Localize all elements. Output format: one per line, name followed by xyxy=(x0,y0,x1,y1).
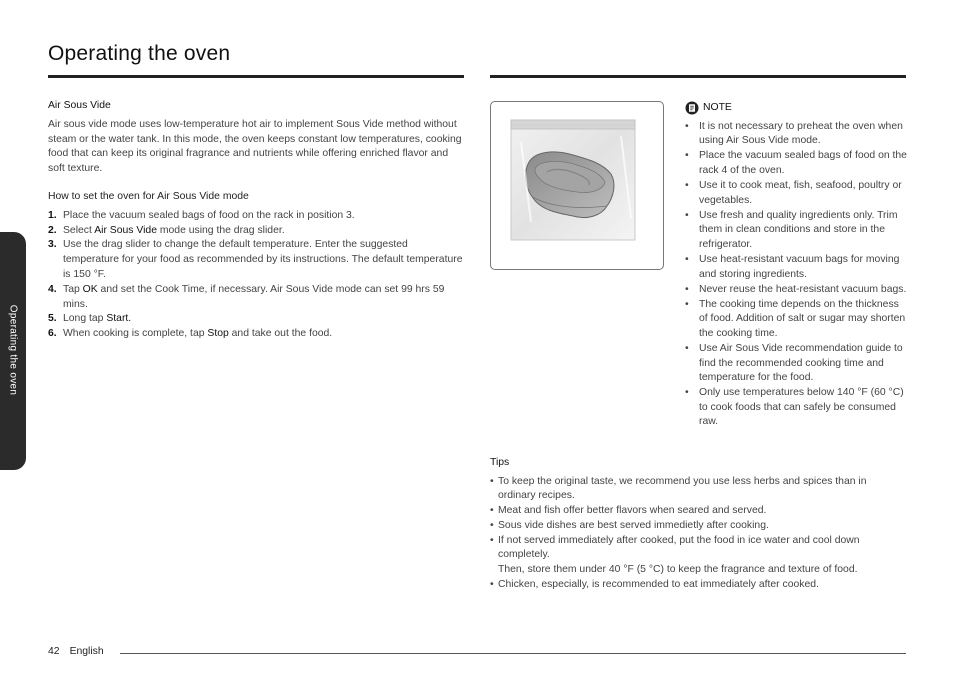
step-highlight: OK xyxy=(82,283,98,295)
howto-title: How to set the oven for Air Sous Vide mode xyxy=(48,190,249,202)
note-item: • It is not necessary to preheat the oven when using Air Sous Vide mode. xyxy=(685,120,907,149)
steps-list xyxy=(48,209,466,342)
side-chapter-tab-label: Operating the oven xyxy=(7,304,19,396)
step-number: 2. xyxy=(48,224,57,236)
page-number: 42 xyxy=(48,646,60,657)
note-item: • Never reuse the heat-resistant vacuum bags. xyxy=(685,283,907,298)
step-item xyxy=(48,209,466,224)
note-item: • Only use temperatures below 140 °F (60 °C) to cook foods that can safely be consumed raw. xyxy=(685,386,907,430)
note-list xyxy=(685,120,907,430)
tips-title: Tips xyxy=(490,457,510,468)
step-highlight: Stop xyxy=(207,328,229,340)
note-item: • The cooking time depends on the thickness of food. Addition of salt or sugar may shorten the cooking time. xyxy=(685,298,907,342)
tip-item: • Meat and fish offer better flavors when seared and served. xyxy=(490,504,906,519)
footer-language: English xyxy=(69,646,104,657)
title-rule-right xyxy=(490,75,906,78)
footer-rule xyxy=(120,653,906,654)
note-icon xyxy=(685,101,699,115)
note-item: • Place the vacuum sealed bags of food on the rack 4 of the oven. xyxy=(685,149,907,178)
page-footer xyxy=(48,646,104,657)
step-number: 5. xyxy=(48,313,57,325)
section-title: Air Sous Vide xyxy=(48,100,111,111)
step-text: Use the drag slider to change the default temperature. Enter the suggested temperature for your food as recommended by its instructions. The default temperature is 150 °F. xyxy=(63,239,463,280)
tips-section xyxy=(490,456,906,592)
note-item: • Use fresh and quality ingredients only. Trim them in clean conditions and store in the refrigerator. xyxy=(685,209,907,253)
note-item: • Use heat-resistant vacuum bags for moving and storing ingredients. xyxy=(685,253,907,282)
note-section xyxy=(685,101,907,431)
note-item: • Use Air Sous Vide recommendation guide to find the recommended cooking time and temperature for the food. xyxy=(685,342,907,386)
intro-paragraph: Air sous vide mode uses low-temperature hot air to implement Sous Vide method without steam or the water tank. In this mode, the oven keeps constant low temperatures, cooking food that can keep its original fragrance and nutrients while offering enriched flavor and soft texture. xyxy=(48,118,462,175)
step-number: 1. xyxy=(48,209,57,221)
tip-text: If not served immediately after cooked, put the food in ice water and cool down completely. xyxy=(498,534,860,561)
step-text: Place the vacuum sealed bags of food on the rack in position 3. xyxy=(63,209,355,221)
step-item xyxy=(48,224,466,239)
step-item xyxy=(48,312,466,327)
note-item: • Use it to cook meat, fish, seafood, poultry or vegetables. xyxy=(685,179,907,208)
tip-item xyxy=(490,534,906,578)
tip-continuation: Then, store them under 40 °F (5 °C) to keep the fragrance and texture of food. xyxy=(498,563,858,575)
tips-list xyxy=(490,475,906,593)
note-title: NOTE xyxy=(703,102,732,113)
step-text: and set the Cook Time, if necessary. Air Sous Vide mode can set 99 hrs 59 mins. xyxy=(63,283,445,310)
step-text: mode using the drag slider. xyxy=(156,224,285,236)
step-highlight: Air Sous Vide xyxy=(94,224,157,236)
step-number: 3. xyxy=(48,239,57,251)
step-item xyxy=(48,327,466,342)
step-item xyxy=(48,238,466,282)
step-number: 4. xyxy=(48,283,57,295)
tip-item: • To keep the original taste, we recommend you use less herbs and spices than in ordinary recipes. xyxy=(490,475,906,504)
step-highlight: Start. xyxy=(106,313,132,325)
illustration-frame xyxy=(490,101,664,270)
left-column xyxy=(48,99,466,342)
vacuum-sealed-meat-illustration xyxy=(491,102,663,269)
step-text: and take out the food. xyxy=(228,328,333,340)
tip-item: • Sous vide dishes are best served immedietly after cooking. xyxy=(490,519,906,534)
step-text: Long tap xyxy=(63,313,107,325)
note-header xyxy=(685,101,907,116)
title-rule-left xyxy=(48,75,464,78)
step-text: Tap xyxy=(63,283,83,295)
step-number: 6. xyxy=(48,328,57,340)
step-text: Select xyxy=(63,224,95,236)
step-text: When cooking is complete, tap xyxy=(63,328,208,340)
page-title: Operating the oven xyxy=(48,42,231,65)
step-item xyxy=(48,283,466,313)
tip-item: • Chicken, especially, is recommended to eat immediately after cooked. xyxy=(490,578,906,593)
